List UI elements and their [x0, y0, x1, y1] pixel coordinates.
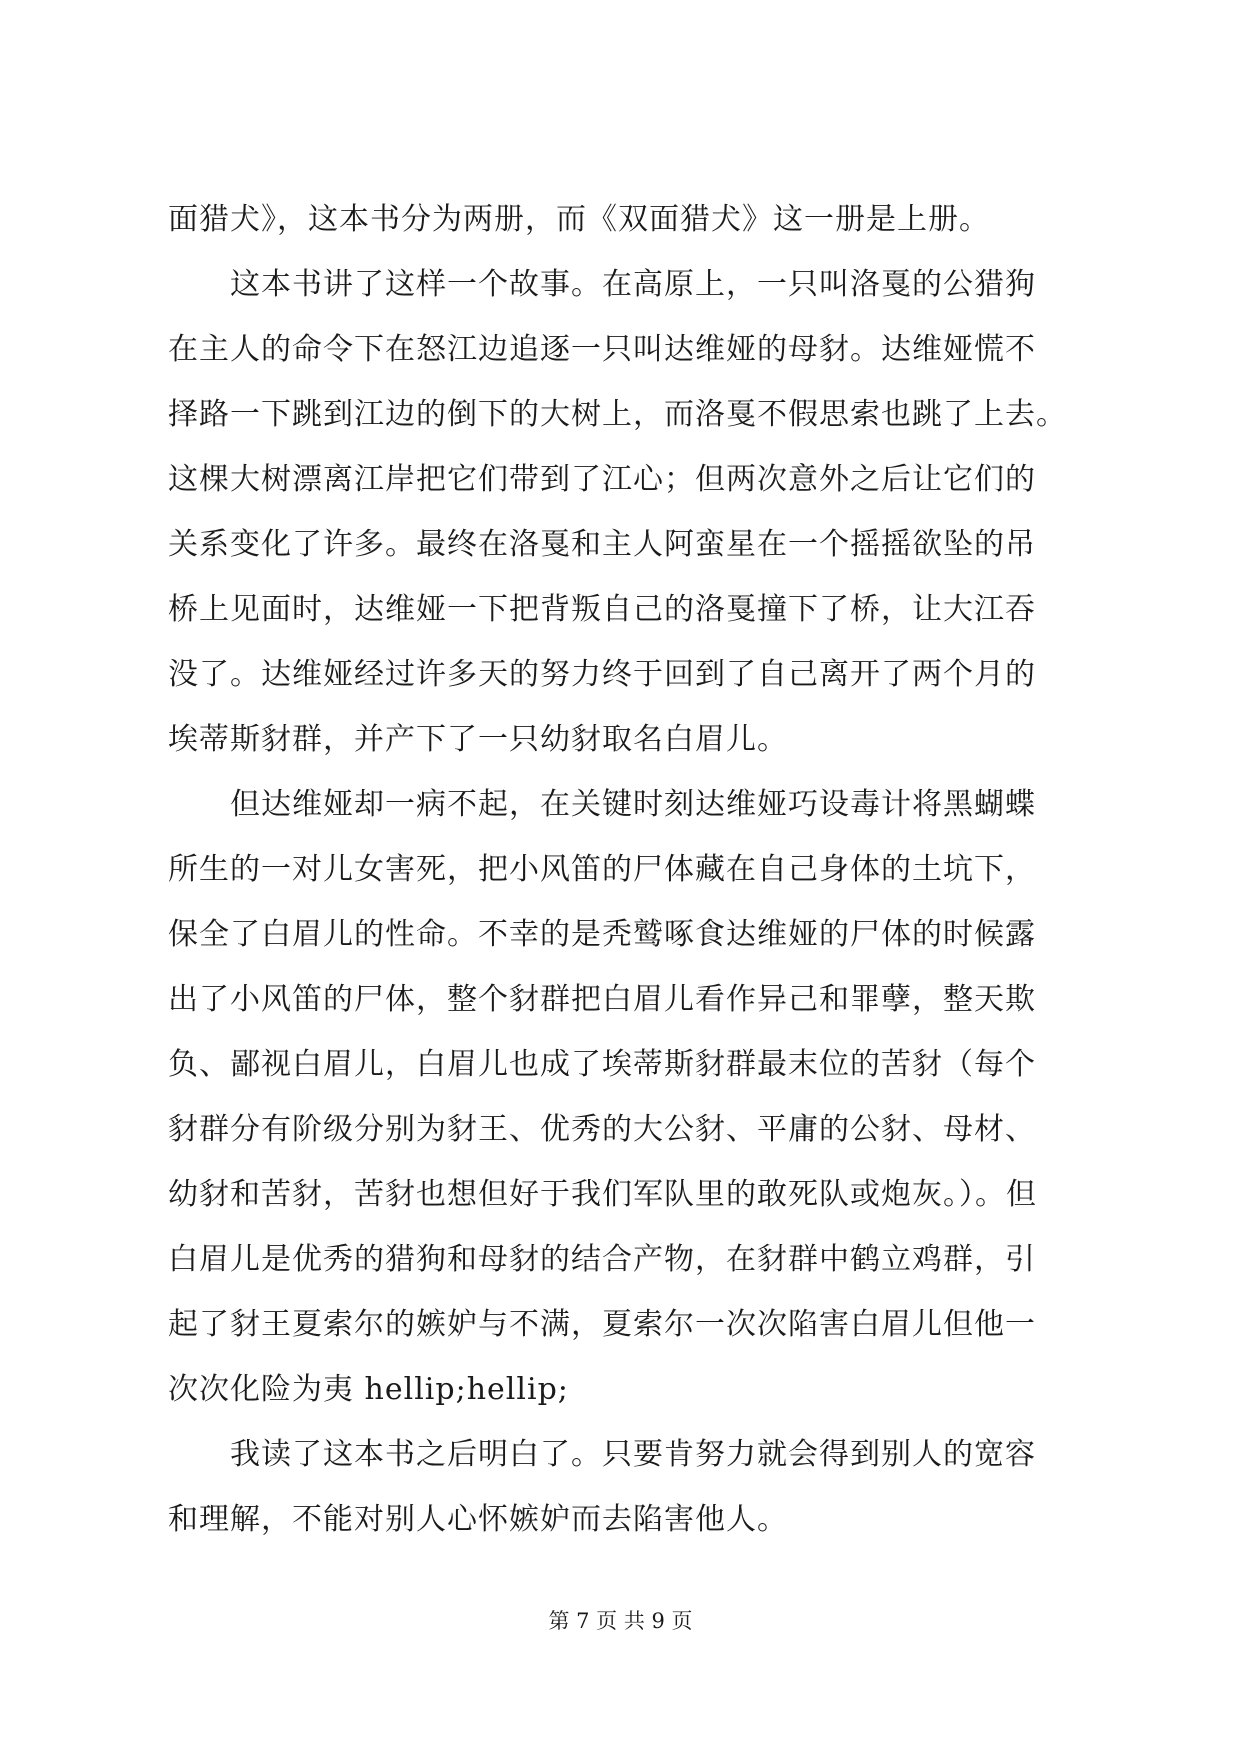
- text-line: 这棵大树漂离江岸把它们带到了江心；但两次意外之后让它们的: [168, 462, 1036, 497]
- text-line: 次次化险为夷 hellip;hellip;: [168, 1372, 569, 1407]
- text-line: 幼豺和苦豺，苦豺也想但好于我们军队里的敢死队或炮灰。）。但: [168, 1177, 1037, 1212]
- text-line: 这本书讲了这样一个故事。在高原上，一只叫洛戛的公猎狗: [168, 267, 1036, 302]
- text-line: 出了小风笛的尸体，整个豺群把白眉儿看作异己和罪孽，整天欺: [168, 982, 1036, 1017]
- text-line: 没了。达维娅经过许多天的努力终于回到了自己离开了两个月的: [168, 657, 1036, 692]
- text-line: 和理解，不能对别人心怀嫉妒而去陷害他人。: [168, 1502, 788, 1537]
- text-line: 白眉儿是优秀的猎狗和母豺的结合产物，在豺群中鹤立鸡群，引: [168, 1242, 1036, 1277]
- text-line: 豺群分有阶级分别为豺王、优秀的大公豺、平庸的公豺、母材、: [168, 1112, 1036, 1147]
- text-line: 但达维娅却一病不起，在关键时刻达维娅巧设毒计将黑蝴蝶: [168, 787, 1036, 822]
- page-number-footer: 第 7 页 共 9 页: [548, 1609, 693, 1633]
- text-line: 起了豺王夏索尔的嫉妒与不满，夏索尔一次次陷害白眉儿但他一: [168, 1307, 1036, 1342]
- text-line: 所生的一对儿女害死，把小风笛的尸体藏在自己身体的土坑下，: [168, 852, 1036, 887]
- text-line: 桥上见面时，达维娅一下把背叛自己的洛戛撞下了桥，让大江吞: [168, 592, 1036, 627]
- text-line: 关系变化了许多。最终在洛戛和主人阿蛮星在一个摇摇欲坠的吊: [168, 527, 1036, 562]
- text-line: 埃蒂斯豺群，并产下了一只幼豺取名白眉儿。: [168, 722, 788, 757]
- text-line: 在主人的命令下在怒江边追逐一只叫达维娅的母豺。达维娅慌不: [168, 332, 1036, 367]
- text-line: 面猎犬》，这本书分为两册，而《双面猎犬》这一册是上册。: [168, 202, 990, 237]
- text-line: 我读了这本书之后明白了。只要肯努力就会得到别人的宽容: [168, 1437, 1036, 1472]
- text-line: 保全了白眉儿的性命。不幸的是秃鹫啄食达维娅的尸体的时候露: [168, 917, 1036, 952]
- text-line: 择路一下跳到江边的倒下的大树上，而洛戛不假思索也跳了上去。: [168, 397, 1067, 432]
- text-line: 负、鄙视白眉儿，白眉儿也成了埃蒂斯豺群最末位的苦豺（每个: [168, 1047, 1036, 1082]
